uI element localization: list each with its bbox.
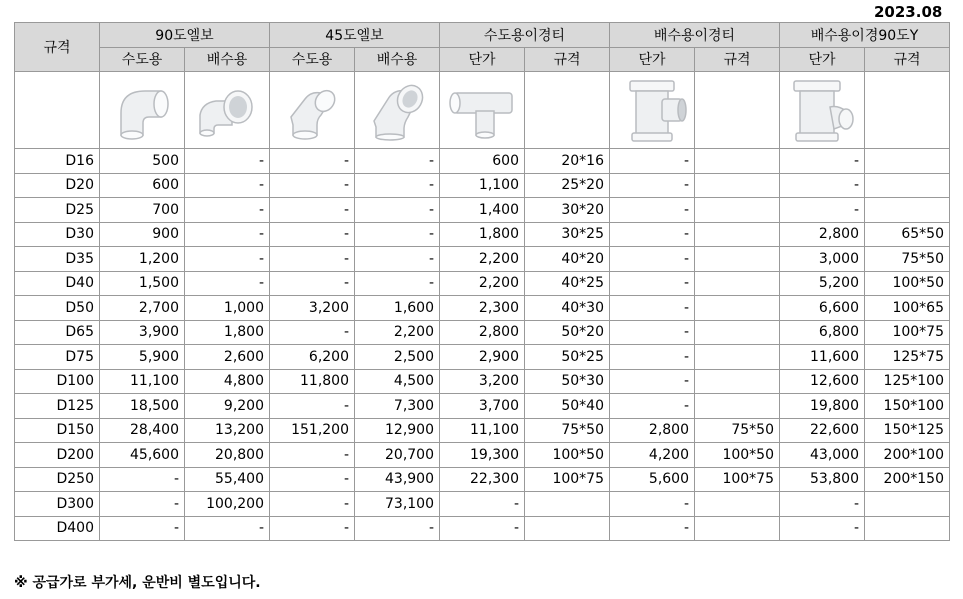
table-row <box>15 173 950 198</box>
value-cell: 100*75 <box>695 467 780 492</box>
value-cell: 50*30 <box>525 369 610 394</box>
value-cell: 500 <box>100 149 185 174</box>
value-cell: 1,800 <box>440 222 525 247</box>
value-cell: 4,800 <box>185 369 270 394</box>
value-cell: - <box>270 443 355 468</box>
value-cell: 1,000 <box>185 296 270 321</box>
value-cell: 150*100 <box>865 394 950 419</box>
value-cell: 73,100 <box>355 492 440 517</box>
value-cell: 6,200 <box>270 345 355 370</box>
size-cell: D75 <box>15 345 100 370</box>
reducing-tee-water-icon <box>440 72 525 149</box>
value-cell: 50*40 <box>525 394 610 419</box>
value-cell: - <box>780 149 865 174</box>
sub-header: 규격 <box>695 47 780 72</box>
value-cell: 55,400 <box>185 467 270 492</box>
value-cell: 2,200 <box>440 247 525 272</box>
value-cell: - <box>610 296 695 321</box>
value-cell: 11,100 <box>440 418 525 443</box>
value-cell: - <box>270 320 355 345</box>
table-row <box>15 296 950 321</box>
value-cell: 200*100 <box>865 443 950 468</box>
value-cell <box>695 320 780 345</box>
value-cell: - <box>355 247 440 272</box>
value-cell: 600 <box>440 149 525 174</box>
value-cell <box>525 516 610 541</box>
value-cell: - <box>610 345 695 370</box>
value-cell <box>695 516 780 541</box>
value-cell: 100*65 <box>865 296 950 321</box>
size-cell: D100 <box>15 369 100 394</box>
value-cell: - <box>270 173 355 198</box>
table-row <box>15 369 950 394</box>
table-row <box>15 492 950 517</box>
sub-header: 단가 <box>610 47 695 72</box>
value-cell: 2,600 <box>185 345 270 370</box>
value-cell: 2,900 <box>440 345 525 370</box>
elbow-90-drain-icon <box>185 72 270 149</box>
value-cell: 50*25 <box>525 345 610 370</box>
value-cell: - <box>270 492 355 517</box>
value-cell <box>525 492 610 517</box>
value-cell: 40*20 <box>525 247 610 272</box>
value-cell: 3,200 <box>270 296 355 321</box>
value-cell: 5,200 <box>780 271 865 296</box>
table-row <box>15 198 950 223</box>
value-cell: - <box>780 173 865 198</box>
value-cell: 20*16 <box>525 149 610 174</box>
value-cell: 11,600 <box>780 345 865 370</box>
value-cell: 75*50 <box>695 418 780 443</box>
table-row <box>15 467 950 492</box>
sub-header: 단가 <box>440 47 525 72</box>
table-row <box>15 516 950 541</box>
value-cell <box>695 271 780 296</box>
value-cell: 100*50 <box>525 443 610 468</box>
value-cell: 151,200 <box>270 418 355 443</box>
value-cell <box>865 149 950 174</box>
value-cell: 1,100 <box>440 173 525 198</box>
value-cell: - <box>780 516 865 541</box>
value-cell <box>695 296 780 321</box>
value-cell: - <box>610 222 695 247</box>
value-cell <box>695 247 780 272</box>
value-cell: - <box>355 149 440 174</box>
elbow-45-drain-icon <box>355 72 440 149</box>
sub-header: 수도용 <box>100 47 185 72</box>
size-cell: D50 <box>15 296 100 321</box>
value-cell: - <box>610 173 695 198</box>
value-cell: 40*25 <box>525 271 610 296</box>
value-cell: 2,800 <box>780 222 865 247</box>
value-cell: - <box>355 516 440 541</box>
value-cell: 3,200 <box>440 369 525 394</box>
value-cell: - <box>610 198 695 223</box>
value-cell: - <box>440 516 525 541</box>
value-cell: 75*50 <box>865 247 950 272</box>
elbow-90-water-icon <box>100 72 185 149</box>
value-cell <box>695 198 780 223</box>
value-cell: 150*125 <box>865 418 950 443</box>
value-cell <box>695 394 780 419</box>
value-cell: 65*50 <box>865 222 950 247</box>
value-cell: - <box>355 173 440 198</box>
value-cell: - <box>185 222 270 247</box>
value-cell: 19,300 <box>440 443 525 468</box>
value-cell: 12,600 <box>780 369 865 394</box>
value-cell: 1,500 <box>100 271 185 296</box>
table-row <box>15 271 950 296</box>
value-cell: 900 <box>100 222 185 247</box>
value-cell <box>865 198 950 223</box>
value-cell <box>865 516 950 541</box>
value-cell <box>695 492 780 517</box>
sub-header: 규격 <box>525 47 610 72</box>
value-cell: - <box>270 247 355 272</box>
value-cell: - <box>610 149 695 174</box>
size-cell: D65 <box>15 320 100 345</box>
size-header: 규격 <box>15 23 100 72</box>
table-row <box>15 418 950 443</box>
value-cell <box>695 369 780 394</box>
size-cell: D16 <box>15 149 100 174</box>
value-cell: 1,200 <box>100 247 185 272</box>
value-cell <box>865 173 950 198</box>
sub-header: 배수용 <box>355 47 440 72</box>
date-label: 2023.08 <box>874 3 943 21</box>
value-cell <box>695 149 780 174</box>
size-cell: D35 <box>15 247 100 272</box>
value-cell: - <box>780 492 865 517</box>
value-cell: 4,500 <box>355 369 440 394</box>
value-cell: 22,600 <box>780 418 865 443</box>
image-row <box>15 72 950 149</box>
table-row <box>15 345 950 370</box>
value-cell: 75*50 <box>525 418 610 443</box>
value-cell: - <box>270 271 355 296</box>
value-cell: 200*150 <box>865 467 950 492</box>
value-cell: 100*75 <box>865 320 950 345</box>
value-cell: - <box>610 516 695 541</box>
value-cell: 45,600 <box>100 443 185 468</box>
footnote: ※ 공급가로 부가세, 운반비 별도입니다. <box>14 575 261 591</box>
value-cell: 12,900 <box>355 418 440 443</box>
value-cell: - <box>185 173 270 198</box>
value-cell <box>695 345 780 370</box>
value-cell: 28,400 <box>100 418 185 443</box>
value-cell: 3,700 <box>440 394 525 419</box>
size-cell: D250 <box>15 467 100 492</box>
value-cell: 6,600 <box>780 296 865 321</box>
value-cell: - <box>270 198 355 223</box>
table-row <box>15 394 950 419</box>
value-cell: - <box>355 198 440 223</box>
value-cell: 5,600 <box>610 467 695 492</box>
value-cell: - <box>610 492 695 517</box>
group-header: 45도엘보 <box>270 23 440 48</box>
group-header: 배수용이경90도Y <box>780 23 950 48</box>
value-cell: - <box>100 492 185 517</box>
value-cell: 3,000 <box>780 247 865 272</box>
value-cell: 53,800 <box>780 467 865 492</box>
reducing-tee-drain-icon <box>610 72 695 149</box>
value-cell: - <box>355 222 440 247</box>
value-cell: 43,000 <box>780 443 865 468</box>
sub-header: 수도용 <box>270 47 355 72</box>
group-header: 수도용이경티 <box>440 23 610 48</box>
value-cell <box>695 173 780 198</box>
value-cell: 25*20 <box>525 173 610 198</box>
value-cell: 2,200 <box>440 271 525 296</box>
value-cell: - <box>270 467 355 492</box>
value-cell: 125*75 <box>865 345 950 370</box>
value-cell: 30*25 <box>525 222 610 247</box>
value-cell: 2,800 <box>440 320 525 345</box>
table-row <box>15 320 950 345</box>
size-cell: D150 <box>15 418 100 443</box>
value-cell: 700 <box>100 198 185 223</box>
value-cell: - <box>185 247 270 272</box>
value-cell: 9,200 <box>185 394 270 419</box>
value-cell: 6,800 <box>780 320 865 345</box>
value-cell: 40*30 <box>525 296 610 321</box>
group-header: 배수용이경티 <box>610 23 780 48</box>
value-cell: - <box>610 394 695 419</box>
value-cell: 100,200 <box>185 492 270 517</box>
value-cell: 43,900 <box>355 467 440 492</box>
value-cell: 1,600 <box>355 296 440 321</box>
value-cell: 3,900 <box>100 320 185 345</box>
value-cell: - <box>610 320 695 345</box>
table-row <box>15 247 950 272</box>
value-cell: 600 <box>100 173 185 198</box>
table-row <box>15 443 950 468</box>
value-cell: 22,300 <box>440 467 525 492</box>
value-cell: 2,500 <box>355 345 440 370</box>
value-cell: 2,200 <box>355 320 440 345</box>
value-cell: 20,700 <box>355 443 440 468</box>
size-cell: D20 <box>15 173 100 198</box>
value-cell: - <box>270 394 355 419</box>
value-cell: 30*20 <box>525 198 610 223</box>
value-cell: - <box>185 271 270 296</box>
value-cell: - <box>100 467 185 492</box>
size-cell: D30 <box>15 222 100 247</box>
value-cell: - <box>780 198 865 223</box>
size-cell: D400 <box>15 516 100 541</box>
value-cell: 125*100 <box>865 369 950 394</box>
value-cell: - <box>355 271 440 296</box>
value-cell: - <box>610 247 695 272</box>
value-cell: 1,400 <box>440 198 525 223</box>
value-cell: 11,800 <box>270 369 355 394</box>
value-cell: 2,700 <box>100 296 185 321</box>
size-cell: D300 <box>15 492 100 517</box>
price-table <box>14 22 950 541</box>
group-header: 90도엘보 <box>100 23 270 48</box>
value-cell: 5,900 <box>100 345 185 370</box>
value-cell: - <box>270 516 355 541</box>
size-cell: D25 <box>15 198 100 223</box>
value-cell: 100*50 <box>695 443 780 468</box>
value-cell: 50*20 <box>525 320 610 345</box>
value-cell: - <box>270 149 355 174</box>
value-cell: 4,200 <box>610 443 695 468</box>
value-cell: 7,300 <box>355 394 440 419</box>
value-cell: 11,100 <box>100 369 185 394</box>
value-cell <box>695 222 780 247</box>
value-cell: - <box>185 198 270 223</box>
value-cell: - <box>610 369 695 394</box>
value-cell: - <box>100 516 185 541</box>
size-cell: D200 <box>15 443 100 468</box>
value-cell: 13,200 <box>185 418 270 443</box>
value-cell: 18,500 <box>100 394 185 419</box>
value-cell: - <box>610 271 695 296</box>
sub-header: 규격 <box>865 47 950 72</box>
size-cell: D40 <box>15 271 100 296</box>
value-cell: 100*75 <box>525 467 610 492</box>
value-cell: 1,800 <box>185 320 270 345</box>
sub-header: 단가 <box>780 47 865 72</box>
value-cell: - <box>270 222 355 247</box>
sub-header: 배수용 <box>185 47 270 72</box>
value-cell: 2,300 <box>440 296 525 321</box>
value-cell <box>865 492 950 517</box>
reducing-y-90-drain-icon <box>780 72 865 149</box>
value-cell: 20,800 <box>185 443 270 468</box>
value-cell: - <box>185 149 270 174</box>
value-cell: 19,800 <box>780 394 865 419</box>
value-cell: - <box>440 492 525 517</box>
value-cell: - <box>185 516 270 541</box>
table-row <box>15 222 950 247</box>
size-cell: D125 <box>15 394 100 419</box>
elbow-45-water-icon <box>270 72 355 149</box>
value-cell: 100*50 <box>865 271 950 296</box>
value-cell: 2,800 <box>610 418 695 443</box>
table-row <box>15 149 950 174</box>
